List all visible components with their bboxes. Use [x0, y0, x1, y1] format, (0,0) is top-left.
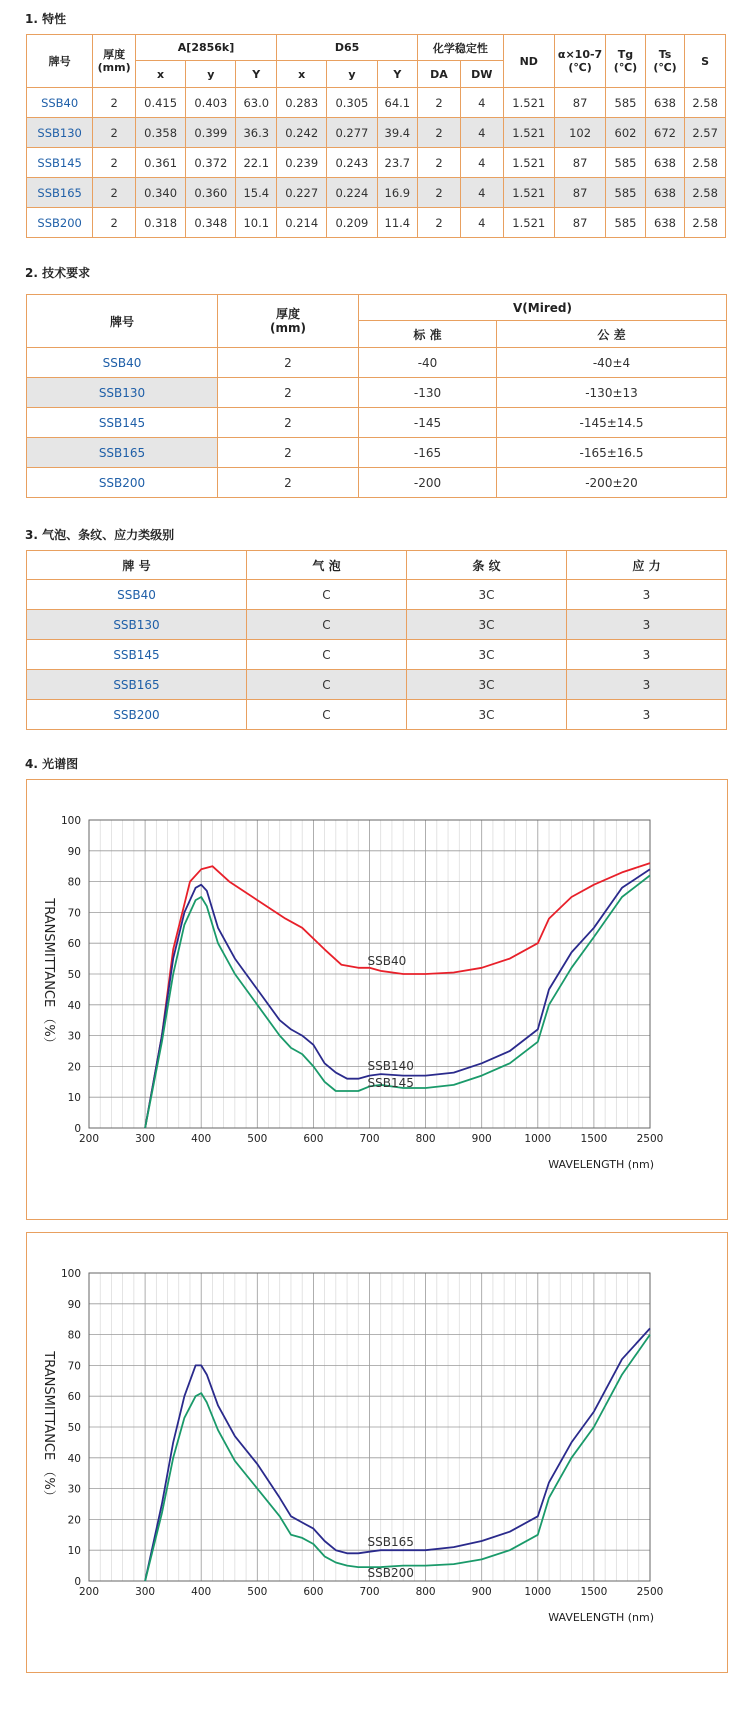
table-cell: 0.372: [186, 148, 236, 178]
table-cell: 1.521: [503, 148, 554, 178]
header-v-mired: V(Mired): [359, 295, 727, 321]
x-tick-label: 500: [247, 1133, 268, 1145]
x-tick-label: 900: [471, 1133, 492, 1145]
table-cell: 0.283: [277, 88, 327, 118]
properties-table: [26, 34, 726, 238]
bubble-stripe-stress-table: [26, 550, 727, 730]
y-tick-label: 10: [67, 1545, 81, 1558]
header-standard: 标 准: [359, 321, 497, 348]
table-cell: 2: [93, 178, 136, 208]
spectrum-chart-2: [26, 1232, 728, 1673]
y-tick-label: 100: [60, 815, 81, 827]
y-tick-label: 20: [67, 1514, 81, 1527]
y-axis-label: TRANSMITTANCE （%）: [41, 1351, 56, 1503]
table-cell: 0.277: [327, 118, 377, 148]
table-row: [27, 580, 727, 610]
table-cell: 0.360: [186, 178, 236, 208]
brand-link[interactable]: SSB165: [27, 178, 93, 208]
x-axis-label: WAVELENGTH (nm): [548, 1158, 654, 1171]
header-ts: Ts (℃): [645, 35, 685, 88]
table-row: [27, 700, 727, 730]
header-brand: 牌号: [27, 295, 218, 348]
y-tick-label: 80: [67, 1329, 81, 1342]
table-cell: 585: [606, 88, 646, 118]
table-cell: 2: [93, 88, 136, 118]
table-cell: 2: [418, 118, 461, 148]
header-brand: 牌 号: [27, 551, 247, 580]
y-tick-label: 0: [74, 1123, 81, 1135]
table-cell: 2.58: [685, 88, 726, 118]
series-label-ssb145: SSB145: [367, 1075, 414, 1090]
y-tick-label: 100: [60, 1268, 81, 1280]
y-tick-label: 40: [67, 999, 81, 1012]
spectrum-chart-2-svg: [27, 1233, 727, 1672]
table-cell: 3: [567, 640, 727, 670]
table-cell: 3: [567, 580, 727, 610]
brand-link[interactable]: SSB145: [27, 148, 93, 178]
table-row: [27, 118, 726, 148]
subheader-d65-Y: Y: [377, 61, 418, 88]
brand-link[interactable]: SSB40: [27, 580, 247, 610]
table-cell: 0.403: [186, 88, 236, 118]
x-tick-label: 700: [359, 1586, 380, 1598]
brand-link[interactable]: SSB200: [27, 208, 93, 238]
table-cell: 2: [218, 378, 359, 408]
table-cell: -145: [359, 408, 497, 438]
table-cell: 3C: [407, 580, 567, 610]
table-cell: 87: [554, 88, 605, 118]
brand-link[interactable]: SSB40: [27, 348, 218, 378]
table-row: [27, 378, 727, 408]
table-cell: 87: [554, 178, 605, 208]
x-axis-label: WAVELENGTH (nm): [548, 1611, 654, 1624]
table-cell: 0.399: [186, 118, 236, 148]
header-thickness: 厚度 (mm): [218, 295, 359, 348]
table-cell: 2: [218, 438, 359, 468]
table-cell: 638: [645, 148, 685, 178]
table-cell: 638: [645, 208, 685, 238]
table-cell: 1.521: [503, 118, 554, 148]
series-line-ssb145: [145, 875, 650, 1128]
table-cell: -130±13: [497, 378, 727, 408]
y-tick-label: 30: [67, 1483, 81, 1496]
subheader-d65-y: y: [327, 61, 377, 88]
header-chemical-stability: 化学稳定性: [418, 35, 504, 61]
table-cell: 2: [218, 408, 359, 438]
brand-link[interactable]: SSB40: [27, 88, 93, 118]
table-row: [27, 610, 727, 640]
table-cell: -145±14.5: [497, 408, 727, 438]
table-cell: 1.521: [503, 178, 554, 208]
table-cell: 2: [93, 118, 136, 148]
section-title-technical-requirements: 2. 技术要求: [25, 266, 91, 280]
table-cell: 3C: [407, 610, 567, 640]
table-cell: 2: [218, 348, 359, 378]
table-cell: 602: [606, 118, 646, 148]
subheader-dw: DW: [460, 61, 503, 88]
table-cell: 0.224: [327, 178, 377, 208]
header-nd: ND: [503, 35, 554, 88]
table-cell: -165±16.5: [497, 438, 727, 468]
table-cell: 63.0: [236, 88, 277, 118]
x-tick-label: 1000: [524, 1586, 552, 1598]
y-tick-label: 30: [67, 1030, 81, 1043]
table-cell: 3C: [407, 670, 567, 700]
x-tick-label: 500: [247, 1586, 268, 1598]
table-cell: C: [247, 580, 407, 610]
header-tolerance: 公 差: [497, 321, 727, 348]
brand-link[interactable]: SSB200: [27, 468, 218, 498]
table-cell: 672: [645, 118, 685, 148]
x-tick-label: 1000: [524, 1133, 552, 1145]
subheader-a-x: x: [136, 61, 186, 88]
table-cell: C: [247, 670, 407, 700]
table-cell: 0.415: [136, 88, 186, 118]
table-row: [27, 178, 726, 208]
subheader-a-Y: Y: [236, 61, 277, 88]
y-tick-label: 70: [67, 907, 81, 920]
table-cell: 585: [606, 148, 646, 178]
x-tick-label: 200: [78, 1133, 100, 1145]
y-tick-label: 90: [67, 845, 81, 858]
table-cell: 4: [460, 118, 503, 148]
brand-link[interactable]: SSB130: [27, 610, 247, 640]
table-cell: 23.7: [377, 148, 418, 178]
y-tick-label: 0: [74, 1576, 81, 1588]
table-cell: 2: [93, 148, 136, 178]
table-cell: 10.1: [236, 208, 277, 238]
brand-link[interactable]: SSB130: [27, 118, 93, 148]
table-row: [27, 640, 727, 670]
table-cell: 4: [460, 178, 503, 208]
table-cell: 2: [418, 178, 461, 208]
series-label-ssb200: SSB200: [367, 1566, 414, 1581]
table-cell: 15.4: [236, 178, 277, 208]
table-row: [27, 438, 727, 468]
x-tick-label: 600: [303, 1586, 324, 1598]
table-cell: C: [247, 610, 407, 640]
technical-requirements-table: [26, 294, 727, 498]
table-cell: 0.209: [327, 208, 377, 238]
table-row: [27, 348, 727, 378]
table-cell: 2: [93, 208, 136, 238]
series-label-ssb165: SSB165: [367, 1535, 414, 1550]
y-tick-label: 70: [67, 1360, 81, 1373]
subheader-a-y: y: [186, 61, 236, 88]
x-tick-label: 800: [415, 1586, 436, 1598]
table-cell: -40±4: [497, 348, 727, 378]
header-thickness: 厚度 (mm): [93, 35, 136, 88]
table-cell: 638: [645, 178, 685, 208]
x-tick-label: 300: [135, 1586, 156, 1598]
x-tick-label: 400: [191, 1133, 212, 1145]
table-row: [27, 148, 726, 178]
spectrum-chart-1: [26, 779, 728, 1220]
y-tick-label: 60: [67, 1391, 81, 1404]
header-alpha: α×10-7 (℃): [554, 35, 605, 88]
table-cell: 87: [554, 148, 605, 178]
section-title-spectrum: 4. 光谱图: [25, 757, 79, 771]
table-cell: 3: [567, 700, 727, 730]
table-row: [27, 468, 727, 498]
table-row: [27, 208, 726, 238]
table-cell: -130: [359, 378, 497, 408]
header-stress: 应 力: [567, 551, 727, 580]
brand-link[interactable]: SSB165: [27, 438, 218, 468]
table-cell: 0.340: [136, 178, 186, 208]
y-tick-label: 50: [67, 969, 81, 981]
table-cell: 0.239: [277, 148, 327, 178]
table-cell: 1.521: [503, 208, 554, 238]
table-cell: 3: [567, 610, 727, 640]
table-cell: C: [247, 700, 407, 730]
table-cell: 0.214: [277, 208, 327, 238]
x-tick-label: 2500: [636, 1133, 664, 1145]
section-title-properties: 1. 特性: [25, 12, 67, 26]
series-label-ssb140: SSB140: [367, 1059, 414, 1074]
table-cell: 3C: [407, 700, 567, 730]
y-tick-label: 60: [67, 938, 81, 951]
table-cell: 0.361: [136, 148, 186, 178]
table-row: [27, 88, 726, 118]
x-tick-label: 800: [415, 1133, 436, 1145]
table-cell: 0.243: [327, 148, 377, 178]
table-cell: 39.4: [377, 118, 418, 148]
table-cell: 2: [418, 88, 461, 118]
table-cell: 2.58: [685, 148, 726, 178]
table-cell: -165: [359, 438, 497, 468]
series-label-ssb40: SSB40: [367, 953, 407, 968]
y-tick-label: 40: [67, 1452, 81, 1465]
x-tick-label: 400: [191, 1586, 212, 1598]
table-cell: 2.57: [685, 118, 726, 148]
y-axis-label: TRANSMITTANCE （%）: [41, 898, 56, 1050]
table-cell: 16.9: [377, 178, 418, 208]
table-cell: 0.358: [136, 118, 186, 148]
table-cell: 585: [606, 208, 646, 238]
header-tg: Tg (℃): [606, 35, 646, 88]
brand-link[interactable]: SSB145: [27, 640, 247, 670]
brand-link[interactable]: SSB165: [27, 670, 247, 700]
section-title-bubble-stripe-stress: 3. 气泡、条纹、应力类级别: [25, 528, 175, 542]
table-cell: 11.4: [377, 208, 418, 238]
table-cell: 2: [418, 148, 461, 178]
header-a2856k: A[2856k]: [136, 35, 277, 61]
table-cell: 0.305: [327, 88, 377, 118]
header-bubble: 气 泡: [247, 551, 407, 580]
table-cell: 3C: [407, 640, 567, 670]
y-tick-label: 90: [67, 1298, 81, 1311]
x-tick-label: 900: [471, 1586, 492, 1598]
y-tick-label: 20: [67, 1061, 81, 1074]
table-cell: 3: [567, 670, 727, 700]
table-cell: -200: [359, 468, 497, 498]
brand-link[interactable]: SSB145: [27, 408, 218, 438]
y-tick-label: 80: [67, 876, 81, 889]
table-cell: -200±20: [497, 468, 727, 498]
subheader-da: DA: [418, 61, 461, 88]
table-cell: 2: [418, 208, 461, 238]
x-tick-label: 2500: [636, 1586, 664, 1598]
table-cell: 102: [554, 118, 605, 148]
table-cell: 4: [460, 88, 503, 118]
table-cell: 2: [218, 468, 359, 498]
table-cell: -40: [359, 348, 497, 378]
table-cell: C: [247, 640, 407, 670]
table-cell: 4: [460, 208, 503, 238]
table-cell: 87: [554, 208, 605, 238]
table-row: [27, 408, 727, 438]
table-cell: 585: [606, 178, 646, 208]
x-tick-label: 600: [303, 1133, 324, 1145]
brand-link[interactable]: SSB130: [27, 378, 218, 408]
header-d65: D65: [277, 35, 418, 61]
table-cell: 638: [645, 88, 685, 118]
table-cell: 2.58: [685, 178, 726, 208]
spectrum-chart-1-svg: [27, 780, 727, 1219]
header-stripe: 条 纹: [407, 551, 567, 580]
header-brand: 牌号: [27, 35, 93, 88]
table-cell: 36.3: [236, 118, 277, 148]
table-cell: 0.318: [136, 208, 186, 238]
subheader-d65-x: x: [277, 61, 327, 88]
table-cell: 0.242: [277, 118, 327, 148]
y-tick-label: 50: [67, 1422, 81, 1434]
table-cell: 2.58: [685, 208, 726, 238]
table-cell: 0.348: [186, 208, 236, 238]
table-cell: 22.1: [236, 148, 277, 178]
table-row: [27, 670, 727, 700]
brand-link[interactable]: SSB200: [27, 700, 247, 730]
x-tick-label: 1500: [580, 1133, 608, 1145]
x-tick-label: 300: [135, 1133, 156, 1145]
header-s: S: [685, 35, 726, 88]
x-tick-label: 200: [78, 1586, 100, 1598]
y-tick-label: 10: [67, 1092, 81, 1105]
table-cell: 4: [460, 148, 503, 178]
table-cell: 1.521: [503, 88, 554, 118]
x-tick-label: 700: [359, 1133, 380, 1145]
table-cell: 64.1: [377, 88, 418, 118]
x-tick-label: 1500: [580, 1586, 608, 1598]
table-cell: 0.227: [277, 178, 327, 208]
